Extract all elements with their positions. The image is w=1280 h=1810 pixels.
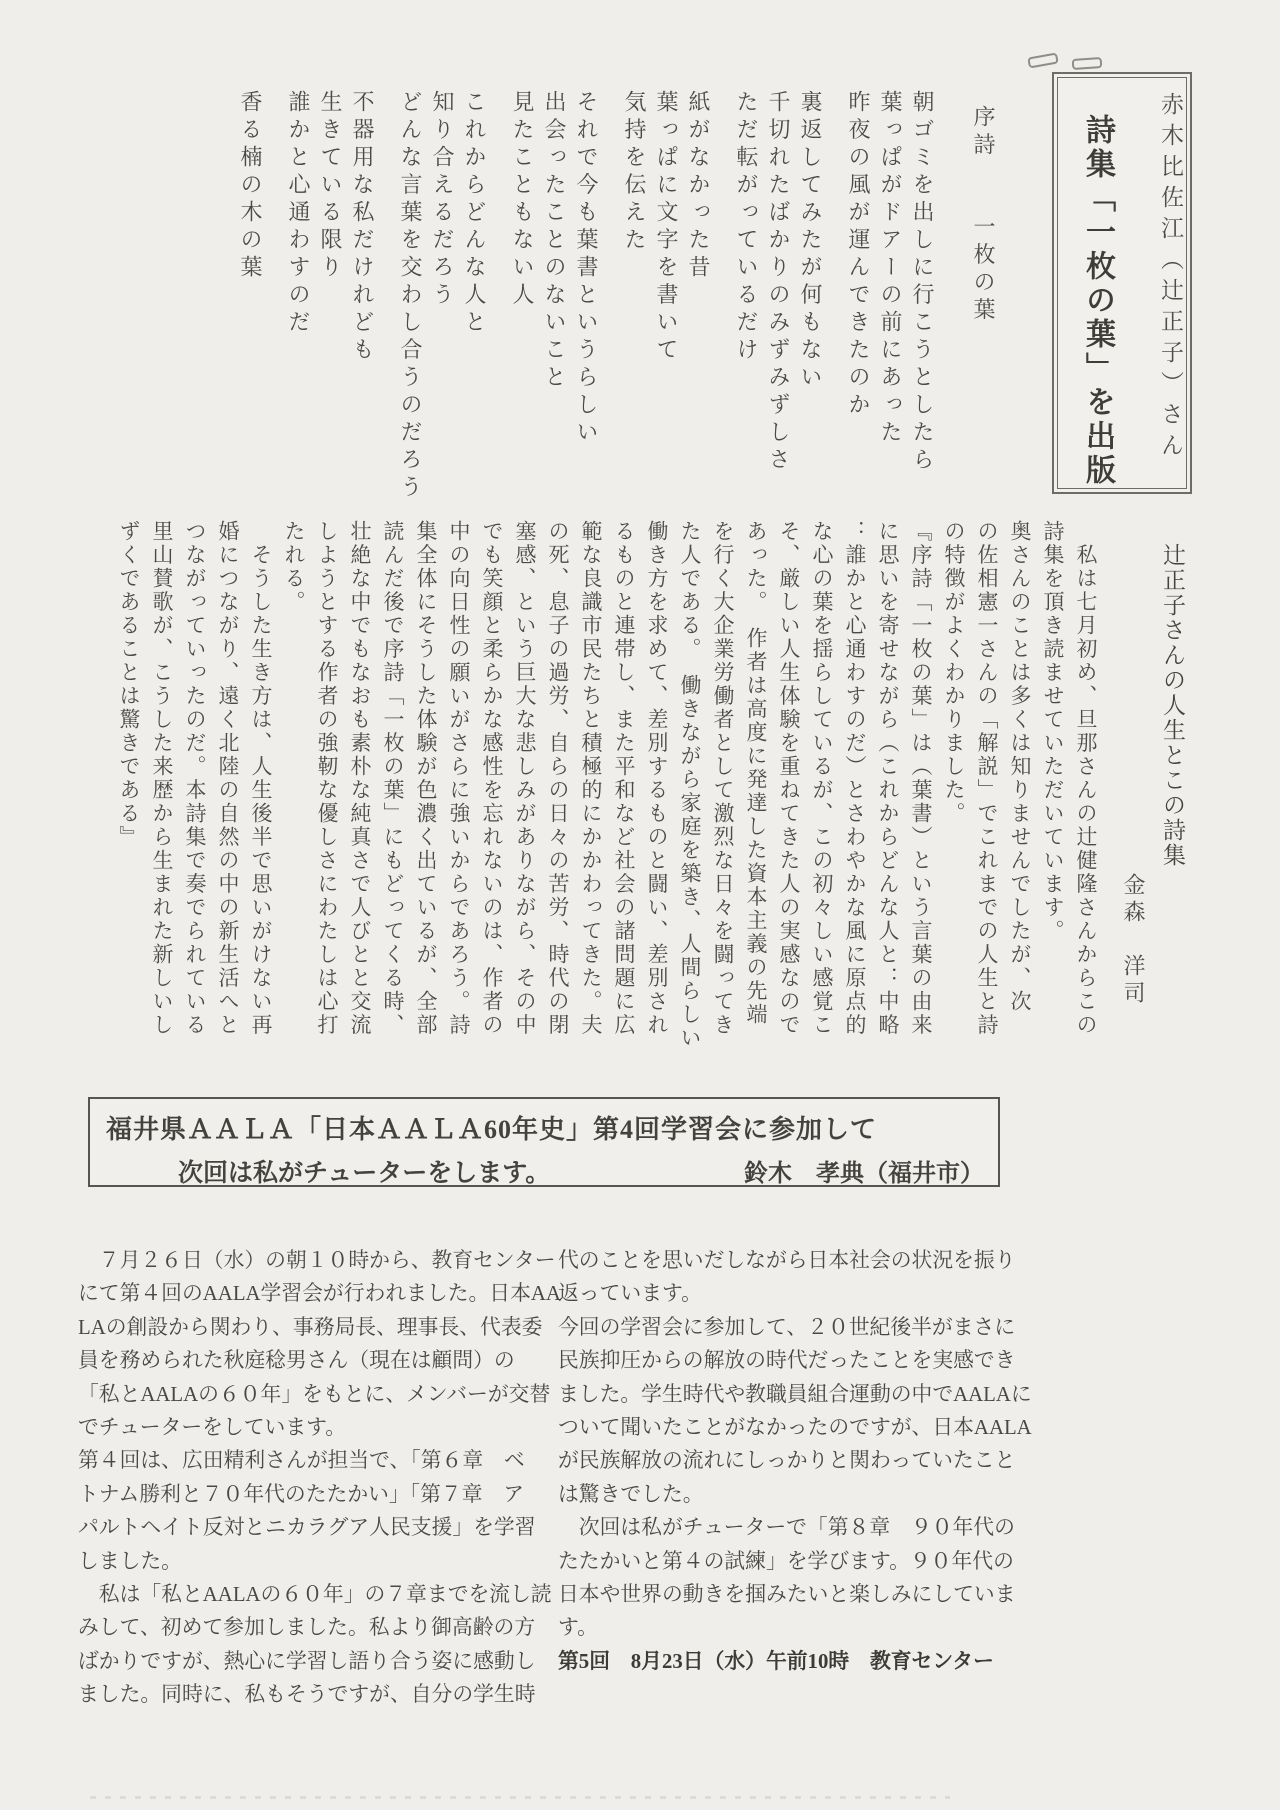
staple-mark-icon xyxy=(1027,52,1058,68)
poem-line xyxy=(490,90,506,510)
title-box-author-line: 赤木比佐江（辻正子）さん xyxy=(1158,92,1183,464)
poem-line: 生きている限り xyxy=(318,90,343,283)
poem-line: 不器用な私だけれども xyxy=(350,90,375,365)
poem-line: 昨夜の風が運んできたのか xyxy=(846,90,871,420)
article-line: ７月２６日（水）の朝１０時から、教育センター xyxy=(78,1249,556,1272)
review-line: 詩集を頂き読ませていただいています。 xyxy=(1041,520,1065,943)
session-author: 鈴木 孝典（福井市） xyxy=(744,1161,984,1187)
poem-line: 千切れたばかりのみずみずしさ xyxy=(766,90,791,475)
poem-line: 誰かと心通わすのだ xyxy=(286,90,311,338)
session-title: 福井県ＡＡＬＡ「日本ＡＡＬＡ60年史」第4回学習会に参加して xyxy=(106,1115,878,1144)
review-line: たれる。 xyxy=(282,520,306,614)
poem-line: 紙がなかった昔 xyxy=(686,90,711,283)
review-line: を行く大企業労働者として激烈な日々を闘ってき xyxy=(711,520,735,1037)
review-line: 集全体にそうした体験が色濃く出ているが、全部 xyxy=(414,520,438,1037)
review-line: 中の向日性の願いがさらに強いからであろう。詩 xyxy=(447,520,471,1037)
review-line: ずくであることは驚きである』 xyxy=(117,520,141,849)
review-author: 金森 洋司 xyxy=(1121,873,1146,1008)
poem-section xyxy=(234,90,1000,510)
article-left-column xyxy=(78,1244,560,1712)
poem-line: 朝ゴミを出しに行こうとしたら xyxy=(910,90,935,475)
article-line: トナム勝利と７０年代のたたかい」「第７章 ア xyxy=(78,1482,525,1506)
article-line: 今回の学習会に参加して、２０世紀後半がまさに xyxy=(558,1315,1016,1339)
article-line: でチューターをしています。 xyxy=(78,1416,347,1440)
article-line: 次回は私がチューターで「第８章 ９０年代の xyxy=(558,1516,1015,1540)
review-line: の特徴がよくわかりました。 xyxy=(942,520,966,826)
article-line: しました。 xyxy=(78,1549,182,1573)
poem-line: 気持を伝えた xyxy=(622,90,647,255)
article-line: 「私とAALAの６０年」をもとに、メンバーが交替 xyxy=(78,1382,551,1406)
poem-line: 葉っぱに文字を書いて xyxy=(654,90,679,365)
article-right-column xyxy=(558,1244,1040,1678)
poem-line xyxy=(266,90,282,510)
poem-line: ただ転がっているだけ xyxy=(734,90,759,365)
scan-smudge xyxy=(90,1796,950,1799)
review-line: 婚につながり、遠く北陸の自然の中の新生活へと xyxy=(216,520,240,1037)
article-line: 第４回は、広田精利さんが担当で、「第６章 ベ xyxy=(78,1449,525,1473)
article-line: パルトヘイト反対とニカラグア人民支援」を学習 xyxy=(78,1516,536,1540)
article-line: 代のことを思いだしながら日本社会の状況を振り xyxy=(558,1249,1016,1272)
poem-title: 序詩 一枚の葉 xyxy=(971,105,996,325)
article-line: ました。同時に、私もそうですが、自分の学生時 xyxy=(78,1683,536,1707)
review-line: 塞感、という巨大な悲しみがありながら、その中 xyxy=(513,520,537,1037)
article-line: LAの創設から関わり、事務局長、理事長、代表委 xyxy=(78,1315,543,1339)
poem-line: それで今も葉書というらしい xyxy=(574,90,599,448)
poem-line xyxy=(714,90,730,510)
review-line: の死、息子の過労、自らの日々の苦労、時代の閉 xyxy=(546,520,570,1037)
poem-line: これからどんな人と xyxy=(462,90,487,338)
review-line: そ、厳しい人生体験を重ねてきた人の実感なので xyxy=(777,520,801,1037)
review-title: 辻正子さんの人生とこの詩集 xyxy=(1160,543,1185,868)
article-line: 民族抑圧からの解放の時代だったことを実感でき xyxy=(558,1349,1016,1373)
session-subtitle-row xyxy=(178,1153,984,1189)
title-box-content xyxy=(1054,74,1190,492)
article-footer-line: 第5回 8月23日（水）午前10時 教育センター xyxy=(558,1649,994,1673)
review-line: るものと連帯し、また平和など社会の諸問題に広 xyxy=(612,520,636,1037)
poem-line: どんな言葉を交わし合うのだろう xyxy=(398,90,423,503)
article-line: 返っています。 xyxy=(558,1282,702,1306)
poem-line: 香る楠の木の葉 xyxy=(238,90,263,283)
article-line: ばかりですが、熱心に学習し語り合う姿に感動し xyxy=(78,1649,536,1673)
review-line: ：誰かと心通わすのだ）とさわやかな風に原点的 xyxy=(843,520,867,1037)
poem-line: 見たこともない人 xyxy=(510,90,535,310)
article-line: にて第４回のAALA学習会が行われました。日本AA xyxy=(78,1282,561,1306)
review-line: 里山賛歌が、こうした来歴から生まれた新しいし xyxy=(150,520,174,1037)
review-line: でも笑顔と柔らかな感性を忘れないのは、作者の xyxy=(480,520,504,1037)
review-line: しようとする作者の強靭な優しさにわたしは心打 xyxy=(315,520,339,1037)
article-line: 私は「私とAALAの６０年」の７章までを流し読 xyxy=(78,1583,552,1607)
poem-line xyxy=(826,90,842,510)
title-box xyxy=(1052,72,1192,494)
poem-line: 裏返してみたが何もない xyxy=(798,90,823,393)
review-line: そうした生き方は、人生後半で思いがけない再 xyxy=(249,520,273,1037)
article-line: ました。学生時代や教職員組合運動の中でAALAに xyxy=(558,1382,1032,1406)
review-line: 働き方を求めて、差別するものと闘い、差別され xyxy=(645,520,669,1037)
review-line: た人である。 働きながら家庭を築き、人間らしい xyxy=(678,520,702,1050)
review-line: 『序詩「一枚の葉」は（葉書）という言葉の由来 xyxy=(909,520,933,1037)
session-box xyxy=(88,1097,1000,1187)
review-line: 壮絶な中でもなおも素朴な純真さで人びとと交流 xyxy=(348,520,372,1037)
review-line: 私は七月初め、旦那さんの辻健隆さんからこの xyxy=(1074,520,1098,1037)
article-line: す。 xyxy=(558,1616,598,1640)
poem-line xyxy=(378,90,394,510)
article-line: が民族解放の流れにしっかりと関わっていたこと xyxy=(558,1449,1016,1473)
review-line: 範な良識市民たちと積極的にかかわってきた。夫 xyxy=(579,520,603,1037)
review-line: 読んだ後で序詩「一枚の葉」にもどってくる時、 xyxy=(381,520,405,1037)
staple-mark-icon xyxy=(1072,57,1103,70)
article-line: たたかいと第４の試練」を学びます。９０年代の xyxy=(558,1549,1014,1573)
review-line: あった。 作者は高度に発達した資本主義の先端 xyxy=(744,520,768,1027)
review-line: つながっていったのだ。本詩集で奏でられている xyxy=(183,520,207,1037)
review-line: 奥さんのことは多くは知りませんでしたが、次 xyxy=(1008,520,1032,1014)
article-line: みして、初めて参加しました。私より御高齢の方 xyxy=(78,1616,536,1640)
poem-line: 出会ったことのないこと xyxy=(542,90,567,393)
article-line: ついて聞いたことがなかったのですが、日本AALA xyxy=(558,1416,1032,1440)
review-line: な心の葉を揺らしているが、この初々しい感覚こ xyxy=(810,520,834,1037)
article-line: 員を務められた秋庭稔男さん（現在は顧問）の xyxy=(78,1349,515,1373)
article-line: は驚きでした。 xyxy=(558,1482,704,1506)
title-box-title-line: 詩集「一枚の葉」を出版 xyxy=(1081,114,1114,488)
poem-line: 葉っぱがドアーの前にあった xyxy=(878,90,903,448)
session-subtitle: 次回は私がチューターをします。 xyxy=(178,1160,551,1187)
review-section xyxy=(112,520,1190,1055)
poem-line xyxy=(602,90,618,510)
review-line: の佐相憲一さんの「解説」でこれまでの人生と詩 xyxy=(975,520,999,1037)
poem-line: 知り合えるだろう xyxy=(430,90,455,310)
review-line: に思いを寄せながら（これからどんな人と：中略 xyxy=(876,520,900,1037)
article-line: 日本や世界の動きを掴みたいと楽しみにしていま xyxy=(558,1583,1016,1607)
